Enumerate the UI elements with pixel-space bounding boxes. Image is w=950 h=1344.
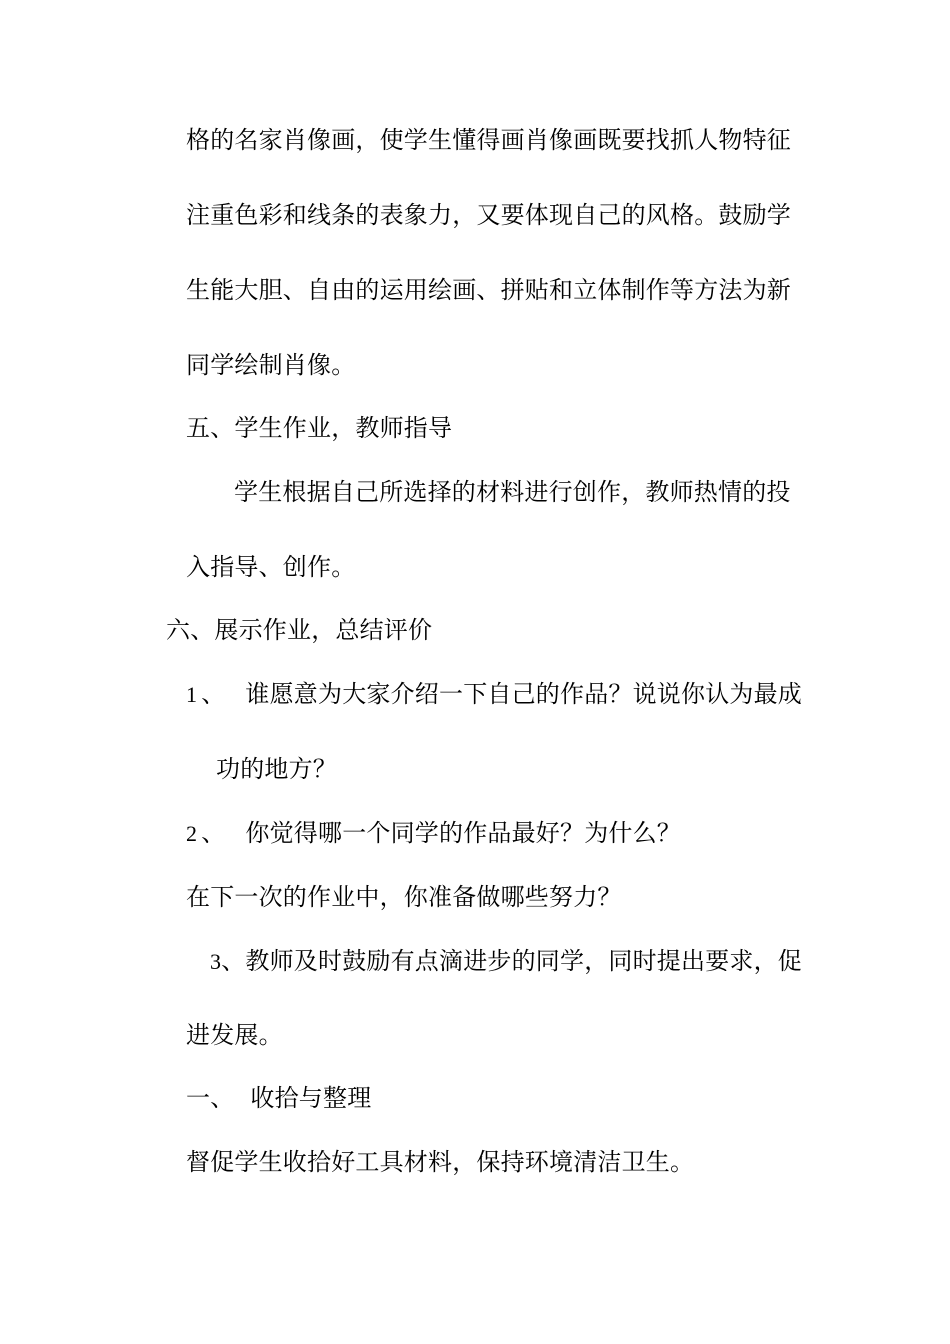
list-item-number: 2	[186, 821, 198, 846]
paragraph-line: 同学绘制肖像。	[186, 351, 356, 379]
list-item-3-continuation: 进发展。	[186, 1021, 283, 1049]
paragraph-line: 注重色彩和线条的表象力，又要体现自己的风格。鼓励学	[186, 201, 791, 229]
section-five-body-line: 入指导、创作。	[186, 553, 356, 581]
list-item-1	[186, 678, 802, 711]
list-item-text: 谁愿意为大家介绍一下自己的作品？说说你认为最成	[245, 680, 803, 708]
final-section-title: 收拾与整理	[250, 1084, 372, 1112]
section-five-heading: 五、学生作业，教师指导	[186, 414, 453, 442]
list-item-3	[210, 945, 802, 978]
paragraph-line: 格的名家肖像画，使学生懂得画肖像画既要找抓人物特征	[186, 126, 791, 154]
list-item-text: 、教师及时鼓励有点滴进步的同学，同时提出要求，促	[221, 947, 803, 975]
section-five-body-line: 学生根据自己所选择的材料进行创作，教师热情的投	[234, 478, 791, 506]
final-section-number: 一、	[186, 1084, 235, 1112]
list-item-separator: 、	[201, 680, 226, 708]
section-six-heading: 六、展示作业，总结评价	[166, 616, 433, 644]
list-item-1-continuation: 功的地方？	[216, 755, 337, 783]
list-item-number: 3	[210, 949, 222, 974]
list-item-separator: 、	[201, 819, 226, 847]
list-item-2-continuation: 在下一次的作业中，你准备做哪些努力？	[186, 883, 622, 911]
list-item-text: 你觉得哪一个同学的作品最好？为什么？	[245, 819, 682, 847]
list-item-2	[186, 817, 681, 850]
final-section-heading	[186, 1082, 371, 1114]
final-section-body: 督促学生收拾好工具材料，保持环境清洁卫生。	[186, 1148, 695, 1176]
list-item-number: 1	[186, 682, 198, 707]
paragraph-line: 生能大胆、自由的运用绘画、拼贴和立体制作等方法为新	[186, 276, 791, 304]
